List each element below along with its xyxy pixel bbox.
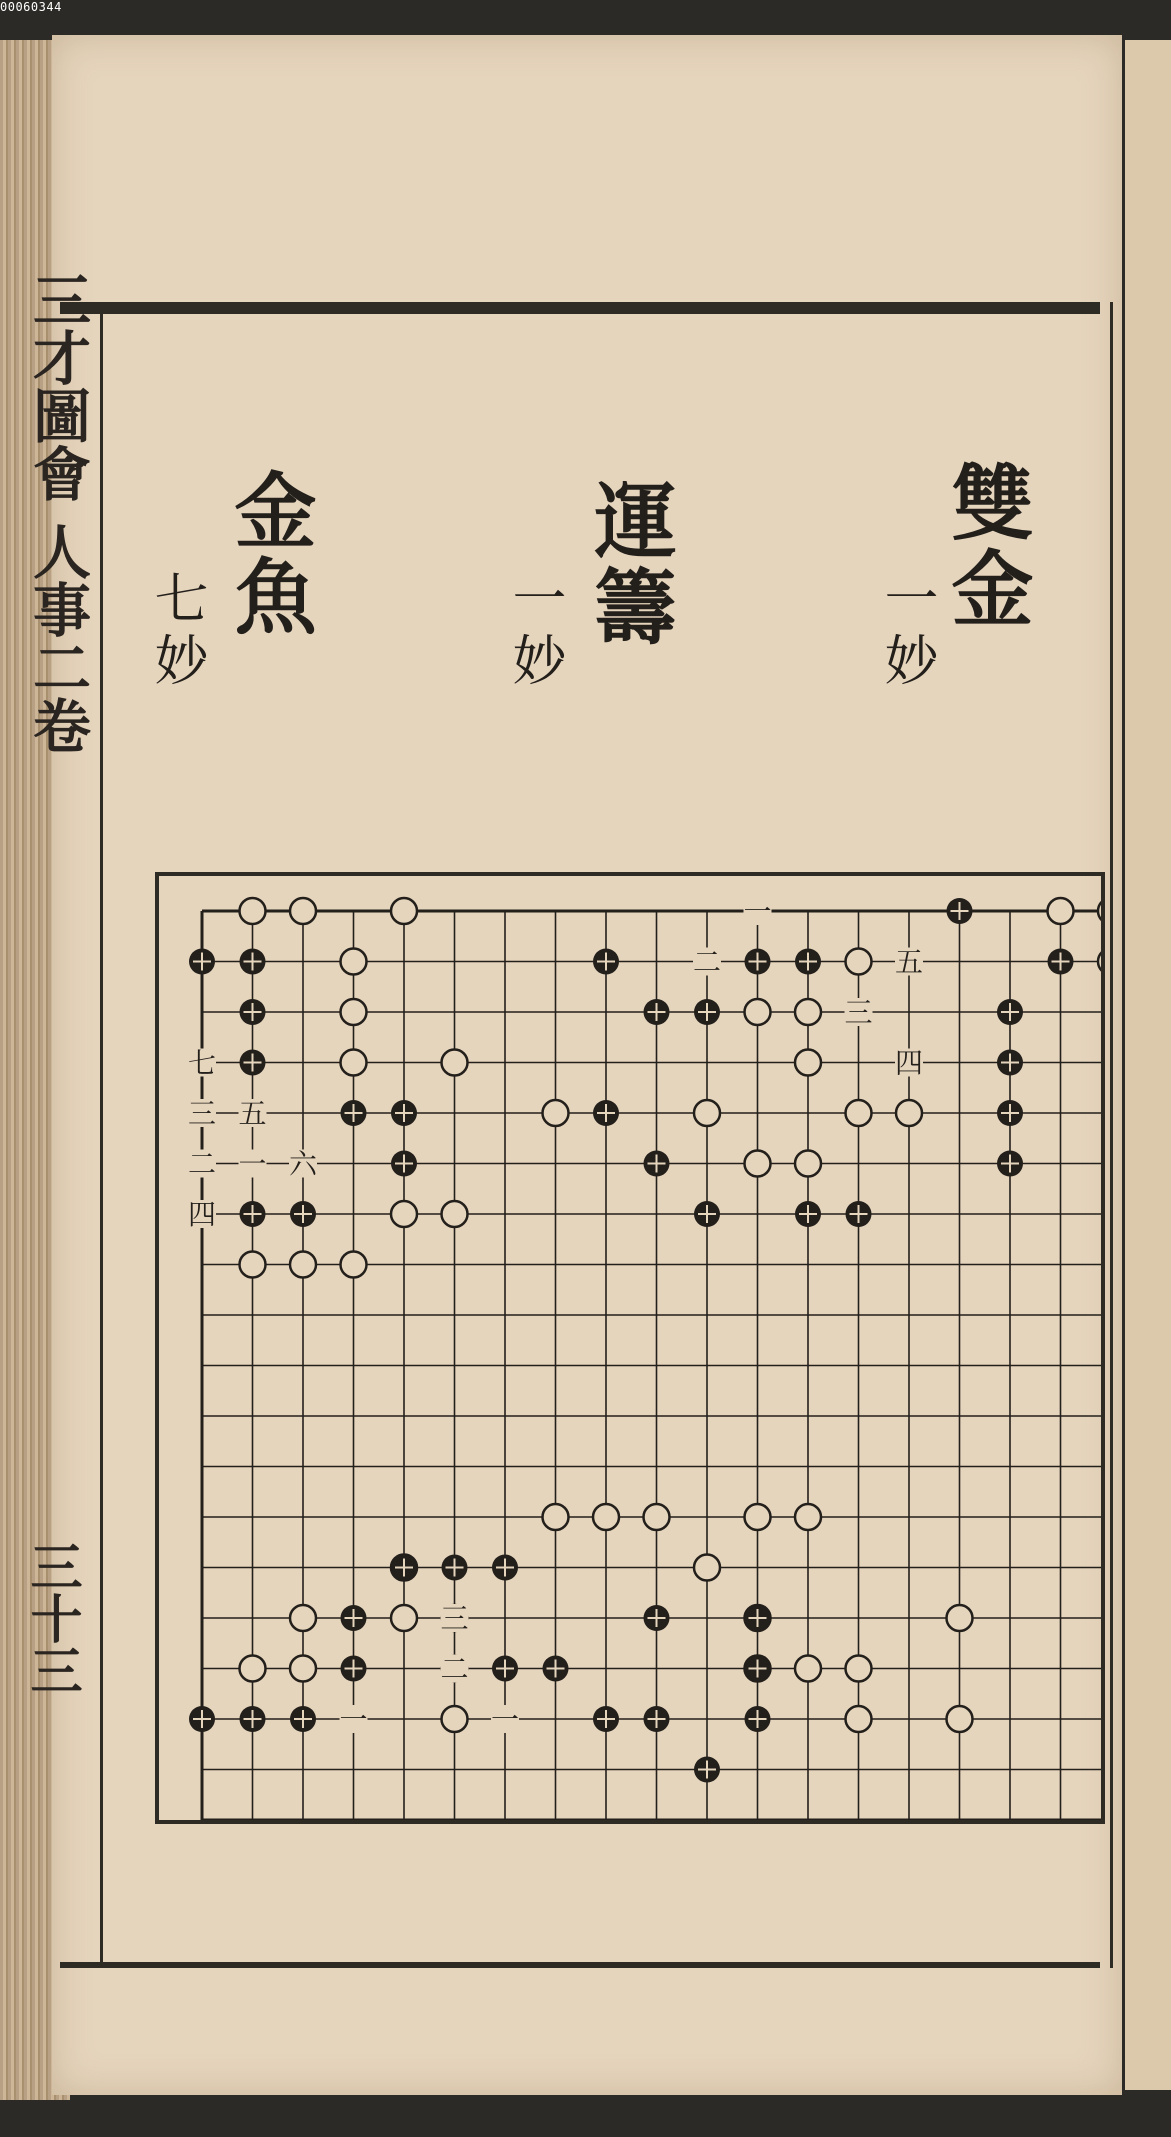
white-stone <box>543 1504 569 1530</box>
white-stone <box>947 1605 973 1631</box>
white-stone <box>442 1706 468 1732</box>
move-label: 五 <box>238 1097 267 1130</box>
white-stone <box>240 1656 266 1682</box>
white-stone <box>543 1100 569 1126</box>
white-stone <box>694 1100 720 1126</box>
white-stone <box>846 1100 872 1126</box>
move-label: 二 <box>187 1147 217 1181</box>
move-label: 一 <box>238 1147 267 1181</box>
white-stone <box>240 898 266 924</box>
white-stone <box>391 1605 417 1631</box>
white-stone <box>341 999 367 1025</box>
puzzle-note-1: 一妙 <box>876 570 939 694</box>
white-stone <box>745 1151 771 1177</box>
white-stone <box>1098 949 1101 975</box>
move-label: 二 <box>440 1652 469 1686</box>
white-stone <box>694 1555 720 1581</box>
white-stone <box>341 949 367 975</box>
white-stone <box>391 898 417 924</box>
white-stone <box>1098 898 1101 924</box>
move-label: 三 <box>844 996 873 1029</box>
left-border-rule <box>100 302 103 1968</box>
white-stone <box>341 1252 367 1278</box>
move-label: 六 <box>288 1147 318 1181</box>
white-stone <box>290 1252 316 1278</box>
white-stone <box>846 1706 872 1732</box>
page-number: 三十三 <box>21 1540 82 1696</box>
puzzle-title-3: 金魚 <box>221 468 317 640</box>
move-label: 三 <box>187 1097 217 1130</box>
white-stone <box>846 1656 872 1682</box>
white-stone <box>795 1050 821 1076</box>
white-stone <box>644 1504 670 1530</box>
gutter-title <box>8 270 91 755</box>
go-board-frame <box>155 872 1105 1824</box>
volume-label: 人事二卷 <box>23 522 91 755</box>
book-title: 三才圖會 <box>23 270 91 502</box>
top-border-rule <box>60 302 1100 314</box>
scan-id-label: 00060344 <box>0 0 62 14</box>
puzzle-note-3: 七妙 <box>146 570 209 694</box>
white-stone <box>593 1504 619 1530</box>
white-stone <box>846 949 872 975</box>
move-label: 一 <box>490 1703 520 1736</box>
white-stone <box>745 999 771 1025</box>
go-board <box>159 876 1101 1820</box>
white-stone <box>442 1201 468 1227</box>
puzzle-note-2: 一妙 <box>504 570 567 694</box>
facing-page-edge <box>1125 40 1171 2090</box>
white-stone <box>745 1504 771 1530</box>
move-label: 二 <box>692 945 722 979</box>
move-label: 五 <box>894 945 924 979</box>
white-stone <box>795 1504 821 1530</box>
bottom-border-rule <box>60 1962 1100 1968</box>
white-stone <box>795 1151 821 1177</box>
white-stone <box>442 1050 468 1076</box>
puzzle-title-2: 運籌 <box>581 478 677 650</box>
move-label: 七 <box>187 1046 217 1080</box>
white-stone <box>240 1252 266 1278</box>
white-stone <box>290 1605 316 1631</box>
puzzle-title-1: 雙金 <box>938 460 1034 632</box>
move-label: 一 <box>339 1703 368 1736</box>
white-stone <box>391 1201 417 1227</box>
white-stone <box>290 1656 316 1682</box>
move-label: 三 <box>440 1602 469 1635</box>
white-stone <box>795 999 821 1025</box>
move-label: 一 <box>743 895 772 928</box>
move-label: 四 <box>187 1198 217 1231</box>
white-stone <box>341 1050 367 1076</box>
white-stone <box>1048 898 1074 924</box>
white-stone <box>290 898 316 924</box>
move-label: 四 <box>894 1046 924 1080</box>
white-stone <box>947 1706 973 1732</box>
right-border-rule <box>1110 302 1113 1968</box>
white-stone <box>795 1656 821 1682</box>
white-stone <box>896 1100 922 1126</box>
